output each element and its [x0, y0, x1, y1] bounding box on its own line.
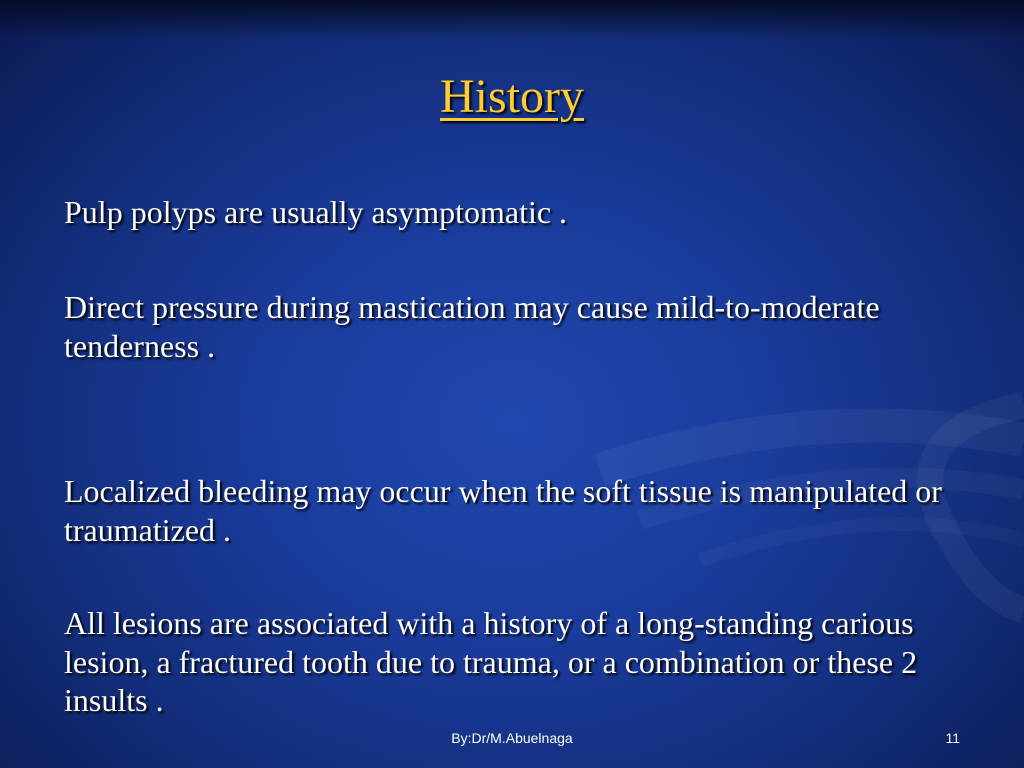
- bullet-text-2: Direct pressure during mastication may cause mild-to-moderate tenderness .: [64, 289, 880, 364]
- bullet-text-4: All lesions are associated with a history of a long-standing carious lesion, a fractured tooth due to trauma, or a combination or these 2 insults .: [64, 605, 918, 718]
- footer-author: By:Dr/M.Abuelnaga: [451, 730, 573, 746]
- slide-title: History: [440, 70, 584, 123]
- bullet-text-3: Localized bleeding may occur when the soft tissue is manipulated or traumatized .: [64, 473, 942, 548]
- page-number: 11: [945, 730, 960, 746]
- bullet-text-1: Pulp polyps are usually asymptomatic .: [64, 194, 568, 230]
